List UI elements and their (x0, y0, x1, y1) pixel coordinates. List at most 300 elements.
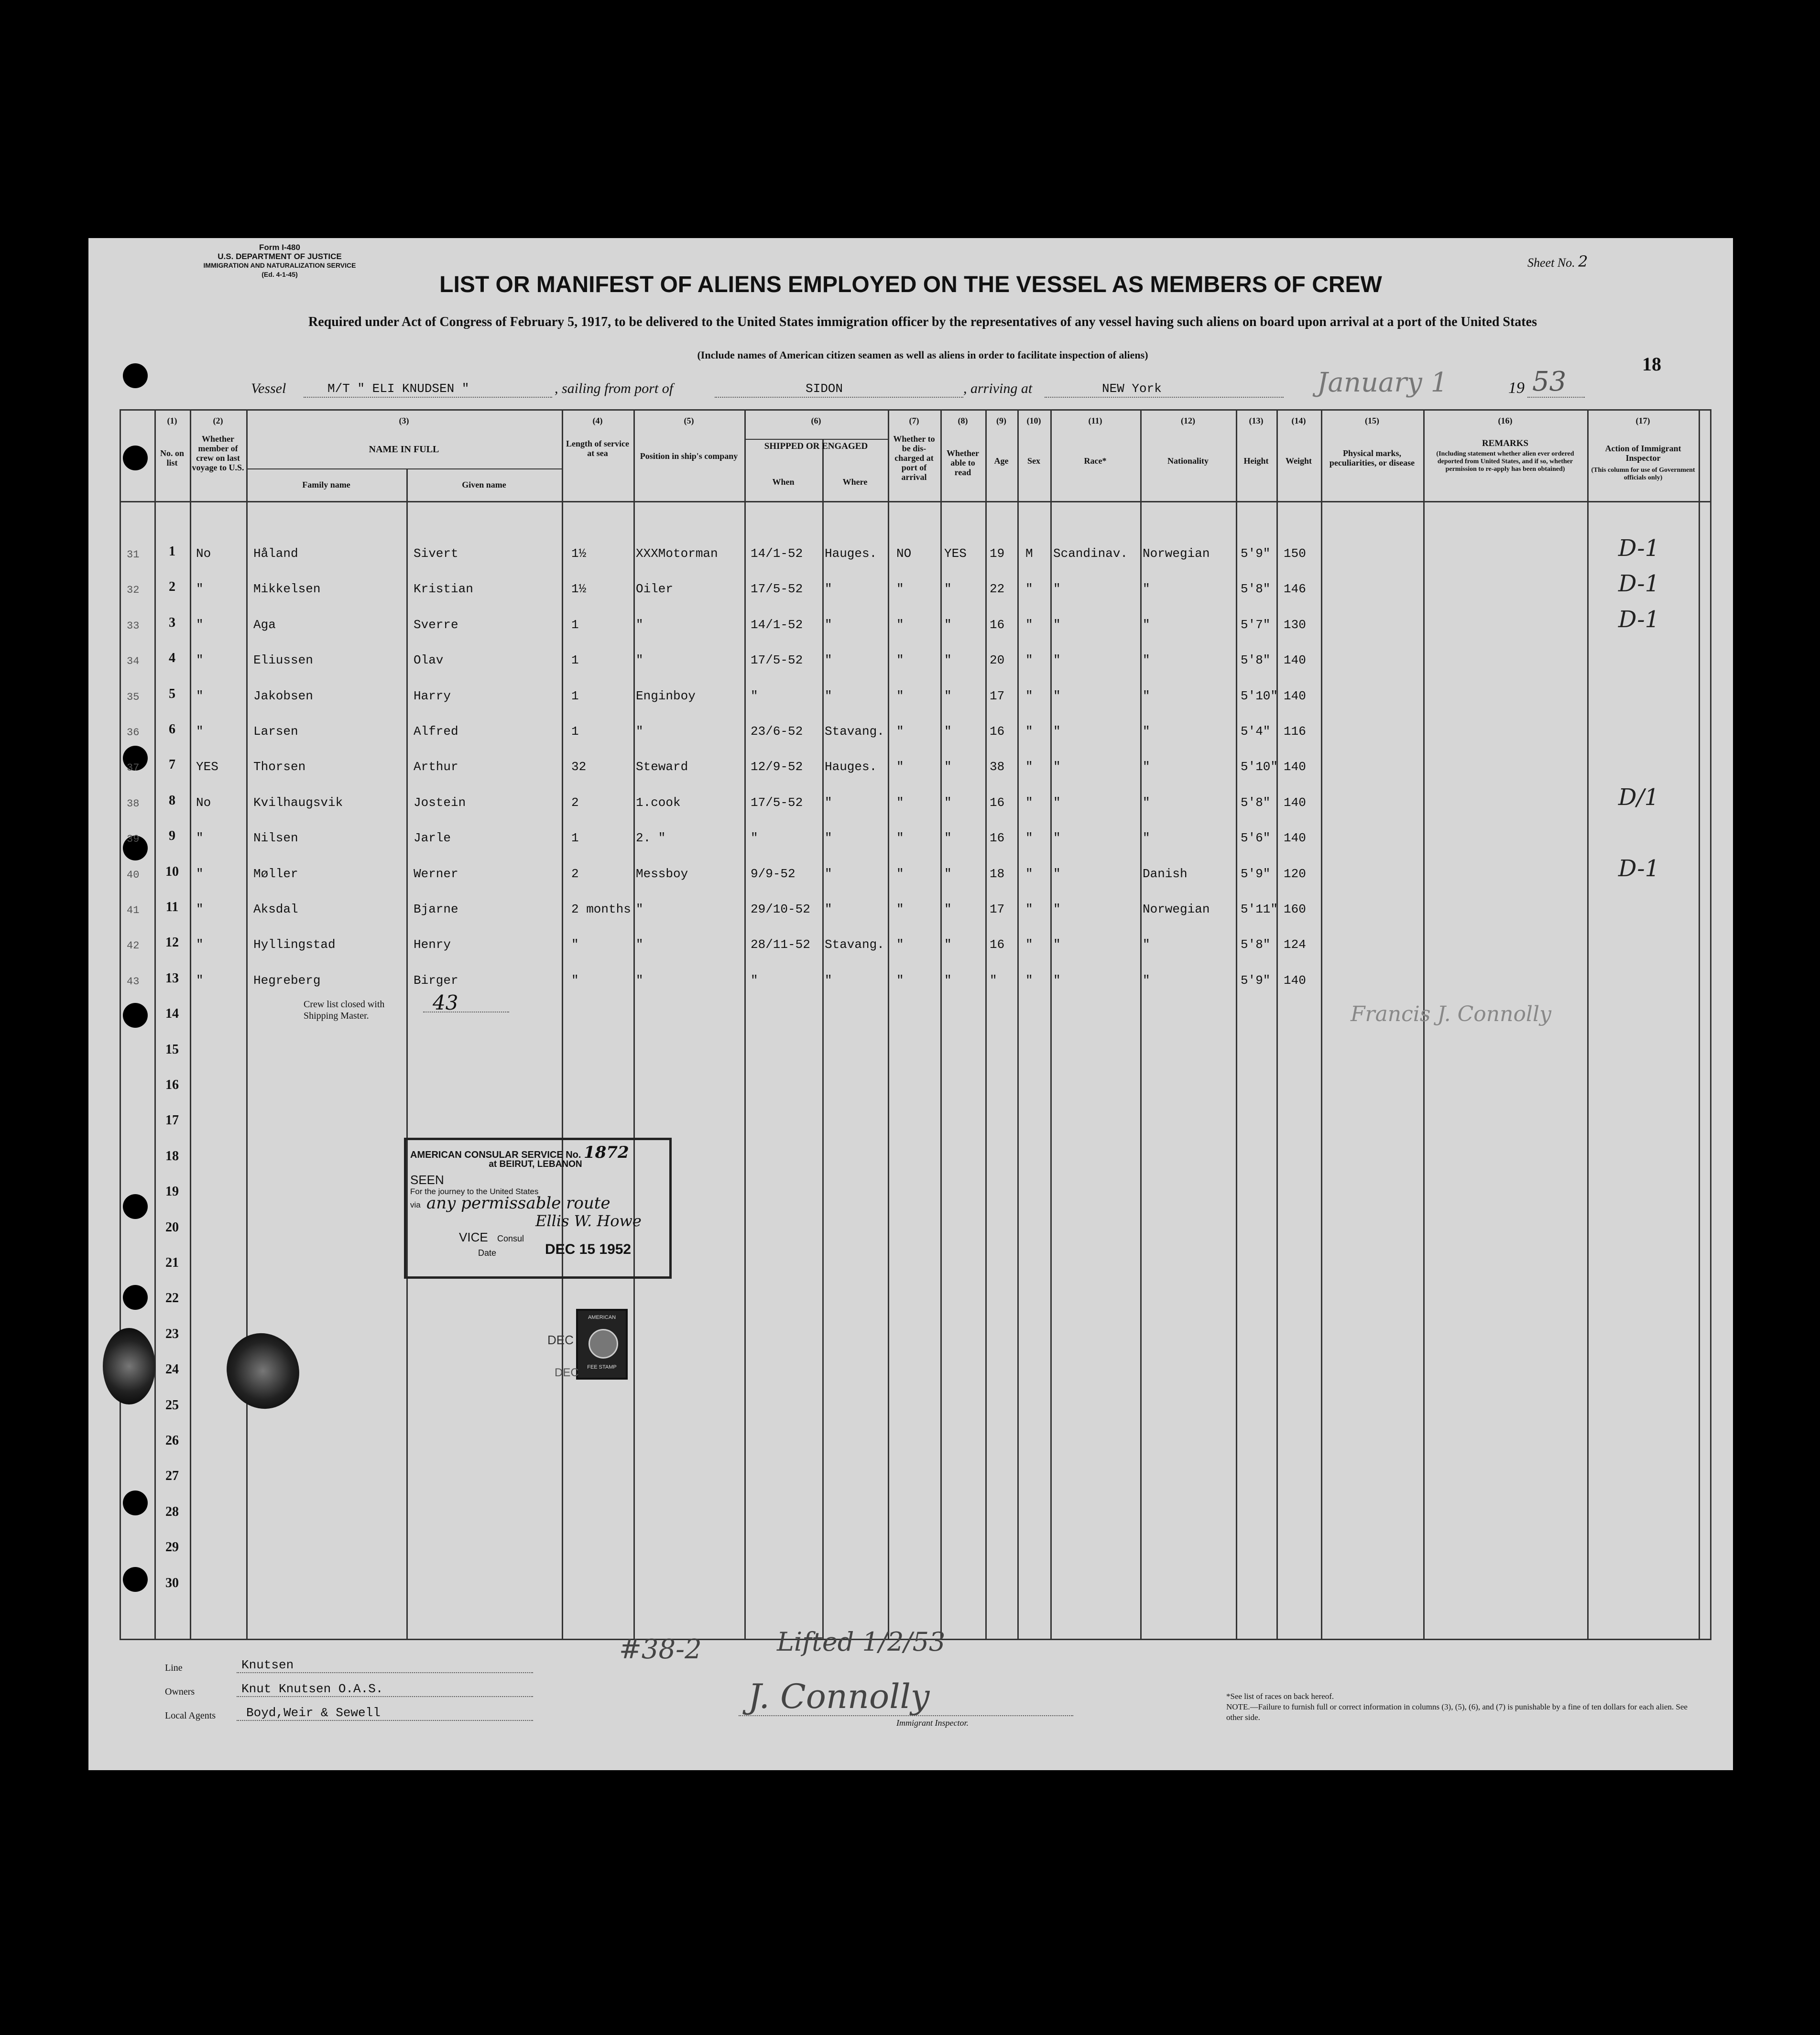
crew-height: 5'8" (1241, 582, 1271, 597)
crew-read: " (944, 866, 952, 881)
crew-race: " (1053, 617, 1061, 632)
crew-given: Arthur (414, 760, 458, 774)
margin-number: 33 (127, 620, 140, 632)
crew-family: Aga (253, 617, 276, 632)
header-when: When (772, 477, 795, 487)
footer-lifted-note: Lifted 1/2/53 (777, 1627, 946, 1657)
row-number: 1 (169, 544, 175, 559)
form-service: IMMIGRATION AND NATURALIZATION SERVICE (203, 261, 356, 269)
row-number: 11 (165, 900, 179, 914)
crew-service: 1 (571, 831, 579, 846)
crew-service: 1 (571, 617, 579, 632)
margin-number: 41 (127, 904, 140, 916)
crew-race: " (1053, 902, 1061, 916)
crew-discharged: " (896, 582, 904, 597)
crew-where: " (825, 653, 832, 668)
crew-service: 2 months (571, 902, 631, 916)
margin-number: 39 (127, 833, 140, 846)
crew-service: 2 (571, 795, 579, 810)
stamp-signature: Ellis W. Howe (535, 1212, 642, 1230)
crew-race: " (1053, 688, 1061, 703)
crew-height: 5'8" (1241, 937, 1271, 952)
crew-discharged: " (896, 653, 904, 668)
crew-sex: " (1025, 653, 1033, 668)
crew-discharged: " (896, 937, 904, 952)
fee-stamp-cancel-2: DEC (555, 1366, 579, 1379)
margin-number: 36 (127, 727, 140, 739)
crew-where: " (825, 902, 832, 916)
crew-nationality: Danish (1143, 866, 1188, 881)
header-family-name: Family name (302, 480, 350, 490)
stamp-via: via (410, 1200, 421, 1209)
crew-family: Jakobsen (253, 688, 313, 703)
row-number: 15 (165, 1042, 179, 1057)
crew-height: 5'9" (1241, 546, 1271, 561)
crew-when: 12/9-52 (751, 760, 803, 774)
crew-weight: 130 (1284, 617, 1306, 632)
crew-when: 14/1-52 (751, 617, 803, 632)
crew-prev: " (196, 724, 204, 739)
margin-number: 35 (127, 691, 140, 703)
row-number: 3 (169, 615, 175, 630)
crew-race: " (1053, 831, 1061, 846)
crew-read: " (944, 760, 952, 774)
punch-hole (123, 363, 148, 388)
row-number: 30 (165, 1575, 179, 1590)
footer-handwritten-number: #38-2 (619, 1634, 702, 1665)
crew-given: Sivert (414, 546, 458, 561)
crew-height: 5'9" (1241, 973, 1271, 988)
header-name-in-full: NAME IN FULL (369, 444, 439, 455)
crew-nationality: " (1143, 653, 1150, 668)
crew-position: Messboy (636, 866, 688, 881)
margin-number: 43 (127, 975, 140, 988)
header-weight: Weight (1285, 456, 1312, 466)
stamp-vice: VICE (459, 1230, 488, 1244)
footer-owners-label: Owners (165, 1687, 195, 1697)
sheet-number-label: Sheet No. 2 (1527, 252, 1588, 271)
crew-position: 1.cook (636, 795, 681, 810)
crew-family: Nilsen (253, 831, 298, 846)
crew-weight: 140 (1284, 831, 1306, 846)
crew-weight: 116 (1284, 724, 1306, 739)
header-age: Age (994, 456, 1009, 466)
crew-where: " (825, 831, 832, 846)
margin-number: 40 (127, 869, 140, 881)
crew-nationality: Norwegian (1143, 902, 1210, 916)
crew-weight: 140 (1284, 760, 1306, 774)
col-num-13: (13) (1249, 416, 1264, 425)
form-number: Form I-480 (259, 243, 300, 252)
col-num-16: (16) (1498, 416, 1513, 425)
crew-discharged: " (896, 724, 904, 739)
crew-where: Hauges. (825, 760, 877, 774)
crew-prev: YES (196, 760, 218, 774)
crew-sex: " (1025, 937, 1033, 952)
crew-weight: 140 (1284, 795, 1306, 810)
crew-race: " (1053, 724, 1061, 739)
crew-age: 16 (990, 831, 1005, 846)
seal-left (103, 1328, 155, 1404)
crew-nationality: " (1143, 831, 1150, 846)
crew-where: " (825, 617, 832, 632)
row-number: 5 (169, 686, 175, 701)
crew-given: Harry (414, 688, 451, 703)
row-number: 18 (165, 1148, 179, 1164)
crew-read: " (944, 582, 952, 597)
header-action-inspector: Action of Immigrant Inspector (1605, 444, 1681, 463)
row-number: 4 (169, 651, 175, 666)
crew-age: 17 (990, 902, 1005, 916)
crew-position: Steward (636, 760, 688, 774)
crew-prev: " (196, 688, 204, 703)
year-handwritten: 53 (1532, 366, 1567, 397)
crew-service: 1 (571, 724, 579, 739)
form-edition: (Ed. 4-1-45) (262, 271, 298, 278)
crew-inspector-action: D/1 (1618, 784, 1659, 811)
margin-number: 38 (127, 797, 140, 810)
crew-family: Aksdal (253, 902, 298, 916)
crew-inspector-action: D-1 (1618, 535, 1660, 562)
fee-stamp-cancel-1: DEC (547, 1333, 574, 1347)
row-number: 23 (165, 1326, 179, 1341)
row-number: 2 (169, 579, 175, 595)
footer-agents-value: Boyd,Weir & Sewell (246, 1706, 381, 1720)
fee-stamp-emblem (589, 1329, 618, 1359)
crew-list-closed-text: Crew list closed with (304, 999, 385, 1010)
crew-read: " (944, 831, 952, 846)
document-subtitle: Required under Act of Congress of February 5, 1917, to be delivered to the United States immigration officer by the representatives of any vessel having such aliens on board upon arrival at a port of the United States (308, 315, 1537, 329)
stamp-line1: AMERICAN CONSULAR SERVICE No. 1872 (410, 1143, 629, 1162)
crew-nationality: Norwegian (1143, 546, 1210, 561)
crew-weight: 140 (1284, 653, 1306, 668)
crew-where: " (825, 582, 832, 597)
crew-family: Eliussen (253, 653, 313, 668)
crew-where: " (825, 795, 832, 810)
crew-position: " (636, 617, 643, 632)
crew-height: 5'9" (1241, 866, 1271, 881)
crew-when: 29/10-52 (751, 902, 810, 916)
page-number: 18 (1642, 353, 1661, 375)
crew-service: 1 (571, 653, 579, 668)
crew-family: Kvilhaugsvik (253, 795, 343, 810)
margin-number: 42 (127, 940, 140, 952)
crew-age: 18 (990, 866, 1005, 881)
crew-service: " (571, 973, 579, 988)
stamp-number: 1872 (584, 1143, 629, 1162)
crew-position: " (636, 902, 643, 916)
crew-closed-number: 43 (433, 991, 458, 1014)
crew-weight: 124 (1284, 937, 1306, 952)
sheet-number: 2 (1578, 252, 1588, 271)
crew-read: " (944, 653, 952, 668)
crew-height: 5'4" (1241, 724, 1271, 739)
header-sex: Sex (1027, 456, 1040, 466)
footer-note-penalty: NOTE.—Failure to furnish full or correct information in columns (3), (5), (6), and (7) is punishable by a fine of ten dollars for each alien. See other side. (1226, 1702, 1688, 1722)
crew-sex: " (1025, 795, 1033, 810)
document-subnote: (Include names of American citizen seamen as well as aliens in order to facilitate inspection of aliens) (697, 349, 1148, 361)
crew-race: Scandinav. (1053, 546, 1128, 561)
header-physical-marks: Physical marks, peculiarities, or disease (1329, 448, 1415, 468)
manifest-sheet (88, 238, 1733, 1770)
col-num-1: (1) (167, 416, 177, 425)
footer-agents-label: Local Agents (165, 1710, 216, 1721)
crew-family: Håland (253, 546, 298, 561)
crew-sex: " (1025, 760, 1033, 774)
shipping-master-text: Shipping Master. (304, 1011, 369, 1021)
row-number: 20 (165, 1219, 179, 1235)
row-number: 21 (165, 1255, 179, 1270)
crew-race: " (1053, 866, 1061, 881)
crew-position: XXXMotorman (636, 546, 718, 561)
crew-height: 5'8" (1241, 795, 1271, 810)
crew-where: " (825, 688, 832, 703)
footer-inspector-signature: J. Connolly (748, 1677, 930, 1716)
row-number: 24 (165, 1362, 179, 1377)
stamp-date-label: Date (478, 1248, 497, 1258)
crew-discharged: " (896, 617, 904, 632)
crew-service: 1½ (571, 582, 587, 597)
col-num-14: (14) (1291, 416, 1306, 425)
crew-given: Jostein (414, 795, 466, 810)
crew-read: " (944, 795, 952, 810)
crew-nationality: " (1143, 688, 1150, 703)
form-department: U.S. DEPARTMENT OF JUSTICE (218, 252, 342, 261)
crew-sex: " (1025, 617, 1033, 632)
crew-discharged: " (896, 760, 904, 774)
crew-when: " (751, 831, 758, 846)
crew-inspector-action: D-1 (1618, 606, 1660, 633)
stamp-journey: For the journey to the United States (410, 1187, 539, 1196)
col-num-8: (8) (958, 416, 968, 425)
crew-age: 22 (990, 582, 1005, 597)
crew-age: 19 (990, 546, 1005, 561)
crew-family: Mikkelsen (253, 582, 321, 597)
crew-prev: No (196, 546, 211, 561)
vessel-name: M/T " ELI KNUDSEN " (327, 381, 469, 396)
crew-race: " (1053, 795, 1061, 810)
row-number: 16 (165, 1077, 179, 1092)
header-height: Height (1243, 456, 1269, 466)
inspector-signature-table: Francis J. Connolly (1351, 1002, 1551, 1026)
crew-nationality: " (1143, 760, 1150, 774)
crew-age: 38 (990, 760, 1005, 774)
crew-prev: " (196, 582, 204, 597)
crew-height: 5'6" (1241, 831, 1271, 846)
crew-where: " (825, 866, 832, 881)
crew-nationality: " (1143, 937, 1150, 952)
header-length-of-service: Length of service at sea (566, 439, 629, 458)
margin-number: 37 (127, 762, 140, 774)
crew-discharged: NO (896, 546, 912, 561)
crew-given: Olav (414, 653, 444, 668)
crew-when: 17/5-52 (751, 795, 803, 810)
margin-number: 32 (127, 584, 140, 597)
crew-family: Hyllingstad (253, 937, 336, 952)
crew-weight: 120 (1284, 866, 1306, 881)
row-number: 8 (169, 793, 175, 808)
row-number: 12 (165, 935, 179, 950)
crew-weight: 146 (1284, 582, 1306, 597)
row-number: 17 (165, 1113, 179, 1128)
crew-prev: " (196, 902, 204, 916)
header-remarks-note: (Including statement whether alien ever ordered deported from United States, and if so, whether permission to re-apply has been obtained) (1436, 450, 1574, 473)
crew-family: Hegreberg (253, 973, 321, 988)
crew-read: " (944, 973, 952, 988)
crew-position: Enginboy (636, 688, 696, 703)
crew-service: 1 (571, 688, 579, 703)
row-number: 13 (165, 970, 179, 986)
port-from: SIDON (806, 381, 843, 396)
crew-given: Werner (414, 866, 458, 881)
col-num-4: (4) (592, 416, 603, 425)
crew-where: Stavang. (825, 937, 884, 952)
vessel-label: Vessel (251, 381, 286, 396)
col-num-5: (5) (684, 416, 694, 425)
crew-race: " (1053, 760, 1061, 774)
crew-height: 5'10" (1241, 760, 1278, 774)
col-num-10: (10) (1026, 416, 1041, 425)
row-number: 22 (165, 1291, 179, 1306)
year-prefix: 19 (1508, 379, 1525, 397)
crew-weight: 140 (1284, 688, 1306, 703)
crew-discharged: " (896, 688, 904, 703)
crew-family: Larsen (253, 724, 298, 739)
crew-sex: " (1025, 973, 1033, 988)
crew-given: Sverre (414, 617, 458, 632)
crew-age: " (990, 973, 997, 988)
crew-nationality: " (1143, 795, 1150, 810)
header-no-on-list: No. on list (160, 448, 184, 468)
crew-given: Henry (414, 937, 451, 952)
crew-age: 16 (990, 795, 1005, 810)
crew-given: Alfred (414, 724, 458, 739)
crew-sex: " (1025, 582, 1033, 597)
arriving-label: , arriving at (963, 381, 1033, 396)
footer-line-label: Line (165, 1663, 183, 1673)
crew-given: Jarle (414, 831, 451, 846)
crew-read: " (944, 724, 952, 739)
stamp-seen: SEEN (410, 1173, 444, 1187)
stamp-date: DEC 15 1952 (545, 1241, 632, 1257)
footer-line-value: Knutsen (241, 1658, 294, 1672)
crew-age: 16 (990, 724, 1005, 739)
footer-inspector-label: Immigrant Inspector. (896, 1718, 969, 1728)
margin-number: 31 (127, 549, 140, 561)
crew-when: 23/6-52 (751, 724, 803, 739)
crew-given: Kristian (414, 582, 473, 597)
crew-nationality: " (1143, 973, 1150, 988)
crew-age: 17 (990, 688, 1005, 703)
crew-read: " (944, 688, 952, 703)
row-number: 29 (165, 1540, 179, 1555)
crew-nationality: " (1143, 582, 1150, 597)
crew-prev: " (196, 617, 204, 632)
header-able-to-read: Whether able to read (947, 448, 979, 477)
footer-note-races: *See list of races on back hereof. (1226, 1692, 1334, 1701)
crew-prev: " (196, 831, 204, 846)
row-number: 14 (165, 1006, 179, 1022)
row-number: 25 (165, 1397, 179, 1413)
crew-sex: " (1025, 831, 1033, 846)
crew-race: " (1053, 653, 1061, 668)
header-given-name: Given name (462, 480, 506, 490)
crew-prev: " (196, 653, 204, 668)
crew-prev: " (196, 973, 204, 988)
stamp-route: any permissable route (426, 1194, 610, 1213)
crew-family: Møller (253, 866, 298, 881)
col-num-15: (15) (1365, 416, 1379, 425)
crew-where: Stavang. (825, 724, 884, 739)
crew-height: 5'11" (1241, 902, 1278, 916)
crew-read: " (944, 902, 952, 916)
crew-when: 17/5-52 (751, 582, 803, 597)
col-num-12: (12) (1181, 416, 1195, 425)
crew-given: Bjarne (414, 902, 458, 916)
row-number: 9 (169, 828, 175, 844)
crew-read: YES (944, 546, 967, 561)
crew-prev: " (196, 937, 204, 952)
crew-prev: " (196, 866, 204, 881)
crew-when: " (751, 973, 758, 988)
crew-position: " (636, 973, 643, 988)
crew-where: Hauges. (825, 546, 877, 561)
header-nationality: Nationality (1167, 456, 1209, 466)
crew-age: 16 (990, 937, 1005, 952)
crew-when: 14/1-52 (751, 546, 803, 561)
fee-stamp: AMERICAN FEE STAMP (576, 1309, 628, 1380)
crew-discharged: " (896, 973, 904, 988)
footer-notes (1226, 1691, 1704, 1723)
row-number: 26 (165, 1433, 179, 1448)
stamp-consul: Consul (497, 1234, 524, 1243)
crew-inspector-action: D-1 (1618, 570, 1660, 598)
crew-when: 28/11-52 (751, 937, 810, 952)
crew-nationality: " (1143, 724, 1150, 739)
crew-when: 9/9-52 (751, 866, 796, 881)
crew-given: Birger (414, 973, 458, 988)
crew-sex: " (1025, 902, 1033, 916)
crew-age: 20 (990, 653, 1005, 668)
crew-position: 2. " (636, 831, 666, 846)
crew-weight: 150 (1284, 546, 1306, 561)
crew-sex: M (1025, 546, 1033, 561)
crew-sex: " (1025, 724, 1033, 739)
crew-sex: " (1025, 866, 1033, 881)
col-num-7: (7) (909, 416, 919, 425)
row-number: 6 (169, 722, 175, 737)
crew-race: " (1053, 937, 1061, 952)
crew-position: " (636, 724, 643, 739)
header-race: Race* (1084, 456, 1107, 466)
crew-sex: " (1025, 688, 1033, 703)
col-num-3: (3) (399, 416, 409, 425)
header-where: Where (842, 477, 868, 487)
margin-number: 34 (127, 655, 140, 668)
crew-inspector-action: D-1 (1618, 855, 1660, 882)
crew-discharged: " (896, 902, 904, 916)
col-num-17: (17) (1635, 416, 1650, 425)
crew-nationality: " (1143, 617, 1150, 632)
consular-stamp (404, 1138, 672, 1279)
crew-read: " (944, 617, 952, 632)
crew-when: " (751, 688, 758, 703)
col-num-9: (9) (996, 416, 1006, 425)
header-last-voyage: Whether member of crew on last voyage to U.S. (192, 434, 244, 472)
crew-weight: 140 (1284, 973, 1306, 988)
col-num-11: (11) (1088, 416, 1102, 425)
crew-position: " (636, 653, 643, 668)
